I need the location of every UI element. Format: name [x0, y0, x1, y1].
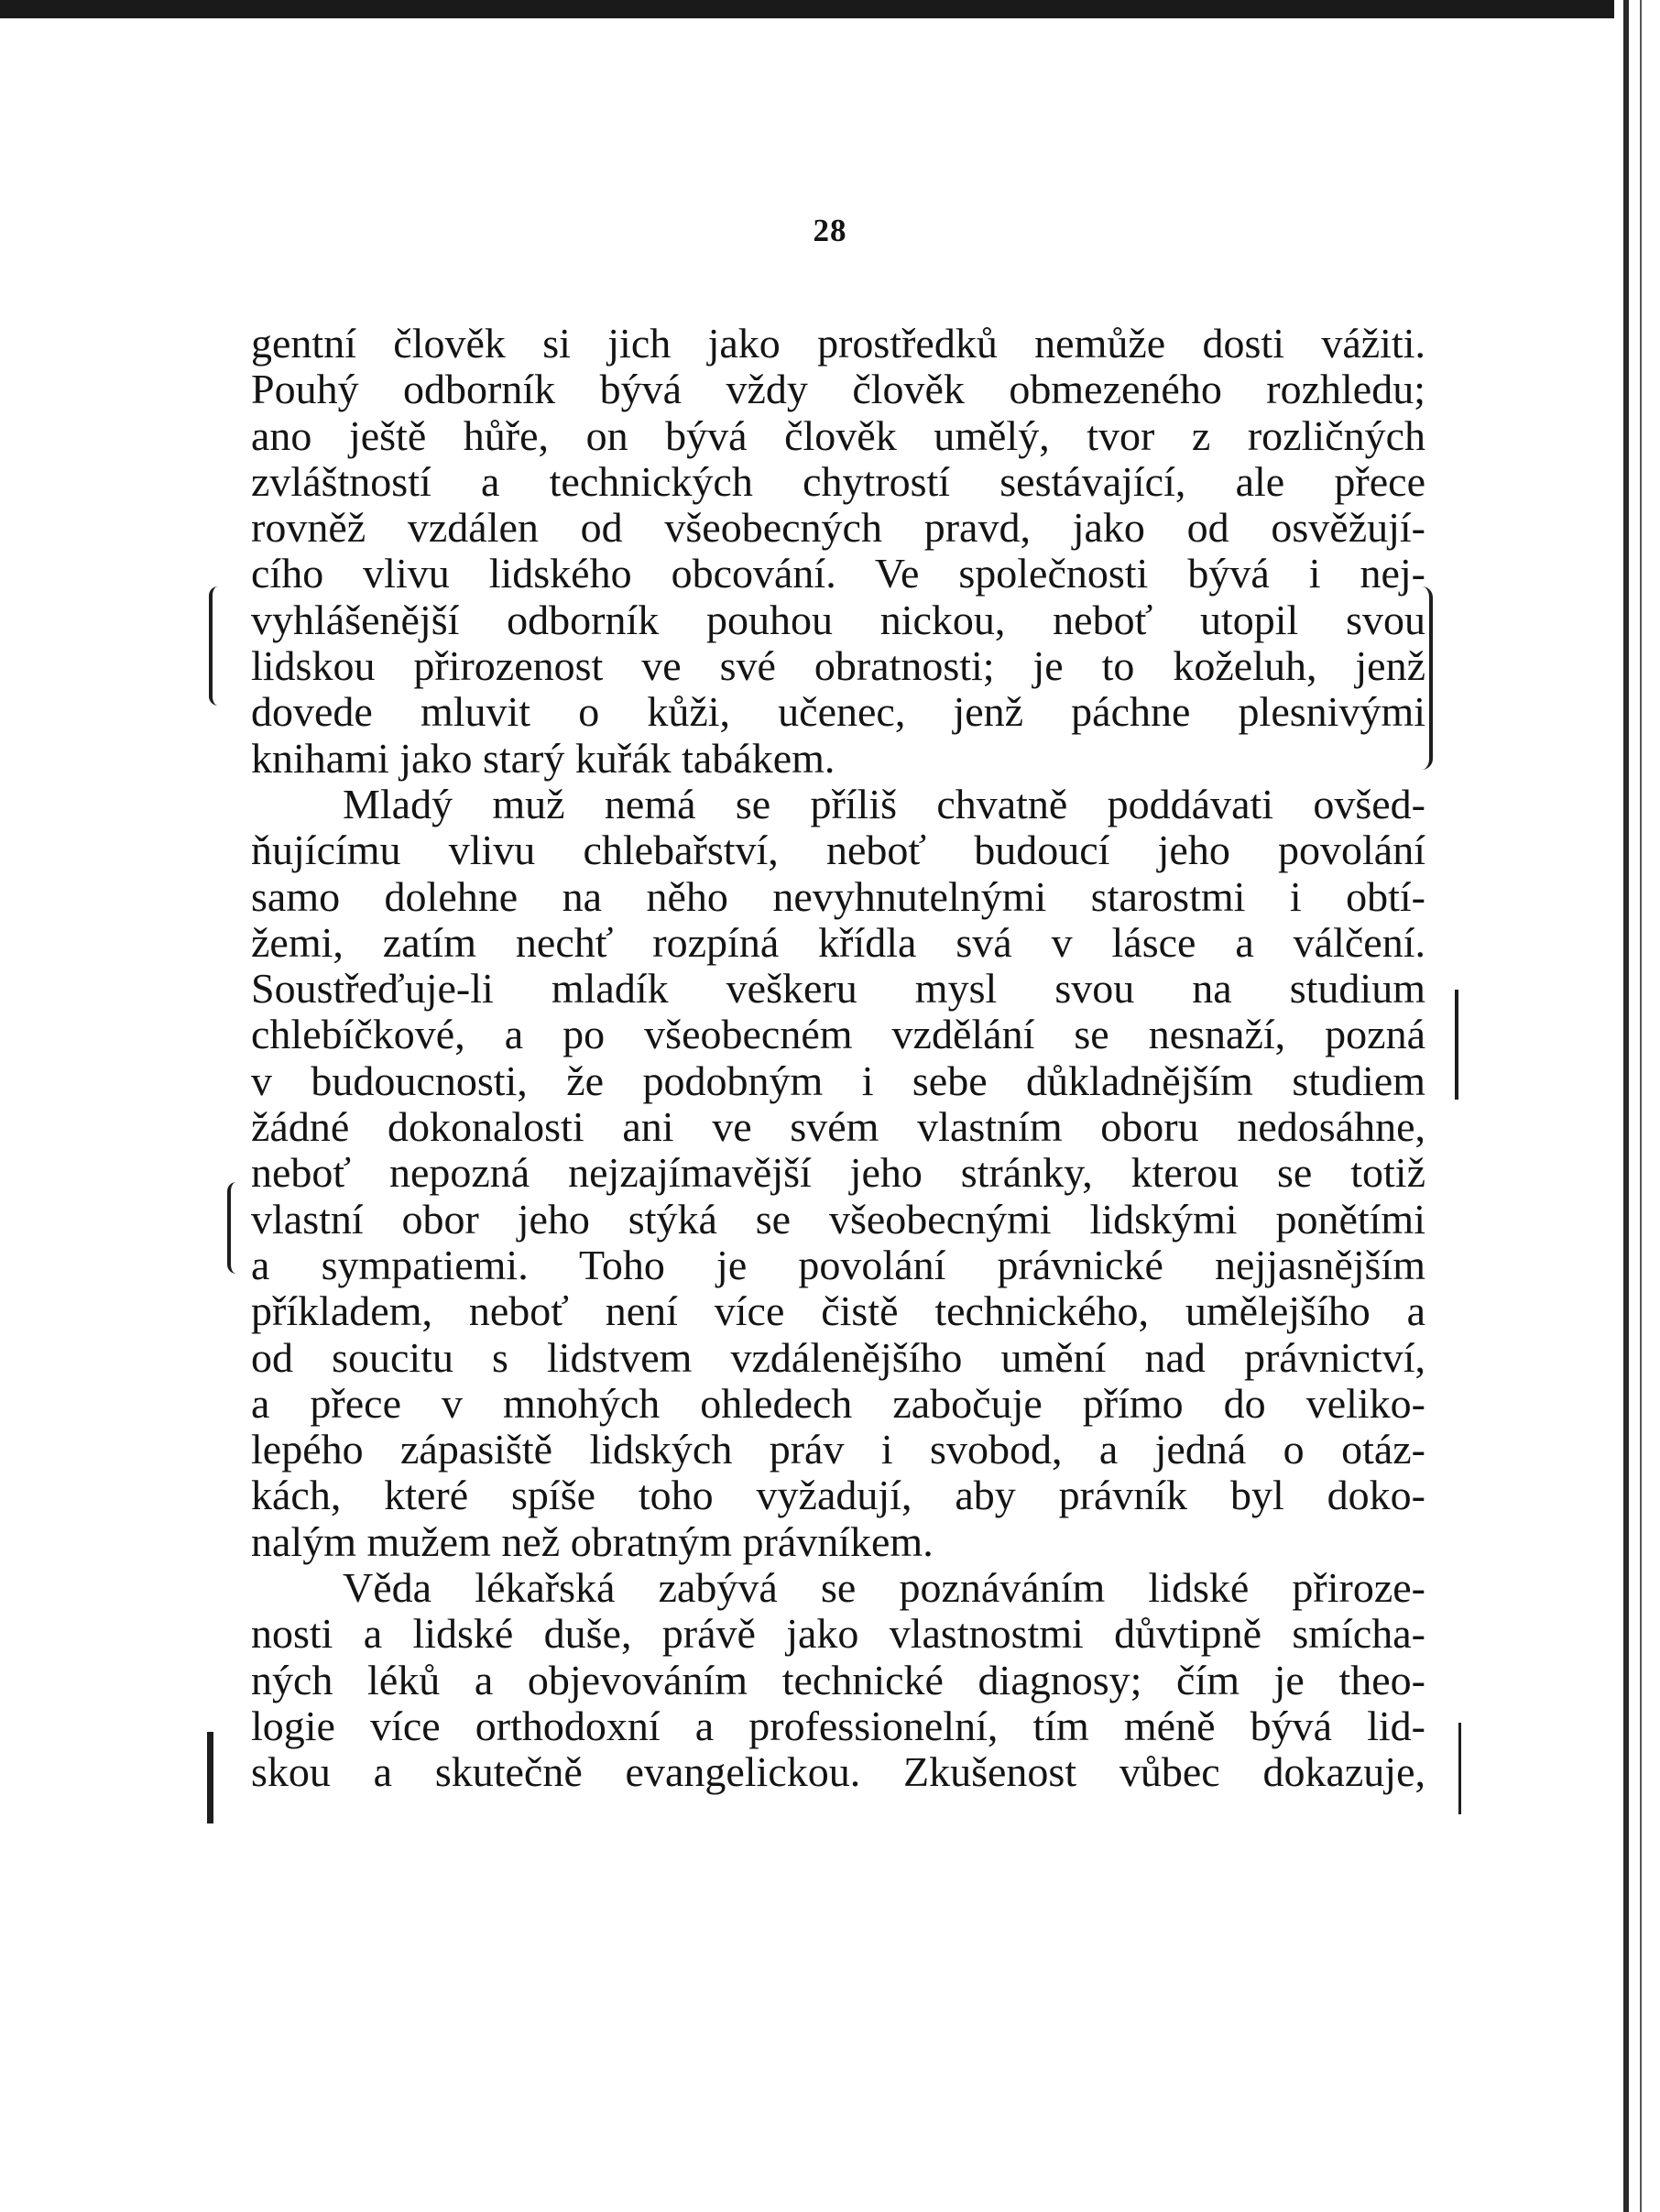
margin-mark-right	[1453, 1723, 1461, 1814]
text-line: nosti a lidské duše, právě jako vlastnostmi důvtipně smícha-	[251, 1610, 1425, 1658]
text-line: v budoucnosti, že podobným i sebe důkladnějším studiem	[251, 1057, 1425, 1104]
text-line: Mladý muž nemá se příliš chvatně poddávati ovšed-	[343, 780, 1425, 827]
text-line: ných léků a objevováním technické diagnosy; čím je theo-	[251, 1656, 1425, 1703]
text-line: žádné dokonalosti ani ve svém vlastním oboru nedosáhne,	[251, 1103, 1425, 1151]
text-line: neboť nepozná nejzajímavější jeho stránky, kterou se totiž	[251, 1149, 1425, 1197]
body-text	[251, 321, 1425, 1796]
text-line: ano ještě hůře, on bývá člověk umělý, tvor z rozličných	[251, 411, 1425, 459]
text-line: gentní člověk si jich jako prostředků nemůže dosti vážiti.	[251, 320, 1425, 367]
text-line: žemi, zatím nechť rozpíná křídla svá v lásce a válčení.	[251, 918, 1425, 966]
text-line: Věda lékařská zabývá se poznáváním lidské přiroze-	[343, 1564, 1425, 1612]
text-line: ňujícímu vlivu chlebařství, neboť budoucí jeho povolání	[251, 827, 1425, 874]
text-line: logie více orthodoxní a professionelní, tím méně bývá lid-	[251, 1702, 1425, 1749]
text-line: Pouhý odborník bývá vždy člověk obmezeného rozhledu;	[251, 366, 1425, 413]
text-line: vyhlášenější odborník pouhou nickou, neboť utopil svou	[251, 596, 1425, 643]
text-line: rovněž vzdálen od všeobecných pravd, jako od osvěžují-	[251, 504, 1425, 552]
text-line: a přece v mnohých ohledech zabočuje přímo do veliko-	[251, 1379, 1425, 1427]
text-line: skou a skutečně evangelickou. Zkušenost vůbec dokazuje,	[251, 1748, 1425, 1796]
text-line: od soucitu s lidstvem vzdálenějšího umění nad právnictví,	[251, 1333, 1425, 1381]
text-line: chlebíčkové, a po všeobecném vzdělání se nesnaží, pozná	[251, 1011, 1425, 1058]
margin-bracket-left	[209, 586, 225, 706]
text-line: kách, které spíše toho vyžadují, aby právník byl doko-	[251, 1472, 1425, 1519]
scan-right-edge	[1614, 0, 1660, 2212]
text-line: samo dolehne na něho nevyhnutelnými starostmi i obtí-	[251, 872, 1425, 920]
margin-mark-left	[207, 1732, 219, 1823]
text-line: příkladem, neboť není více čistě technického, umělejšího a	[251, 1287, 1425, 1335]
text-line: lepého zápasiště lidských práv i svobod, a jedná o otáz-	[251, 1426, 1425, 1473]
text-line: nalým mužem než obratným právníkem.	[251, 1517, 934, 1565]
margin-mark-right	[1449, 990, 1458, 1100]
text-line: lidskou přirozenost ve své obratnosti; je to koželuh, jenž	[251, 642, 1425, 690]
text-line: zvláštností a technických chytrostí sestávající, ale přece	[251, 457, 1425, 505]
scan-top-border	[0, 0, 1660, 18]
text-line: a sympatiemi. Toho je povolání právnické nejjasnějším	[251, 1241, 1425, 1288]
text-line: knihami jako starý kuřák tabákem.	[251, 734, 835, 782]
page-number: 28	[813, 213, 847, 248]
text-line: vlastní obor jeho stýká se všeobecnými lidskými ponětími	[251, 1195, 1425, 1243]
text-line: cího vlivu lidského obcování. Ve společnosti bývá i nej-	[251, 550, 1425, 597]
text-line: dovede mluvit o kůži, učenec, jenž páchne plesnivými	[251, 688, 1425, 736]
text-line: Soustřeďuje-li mladík veškeru mysl svou na studium	[251, 965, 1425, 1013]
margin-bracket-left	[227, 1182, 240, 1274]
